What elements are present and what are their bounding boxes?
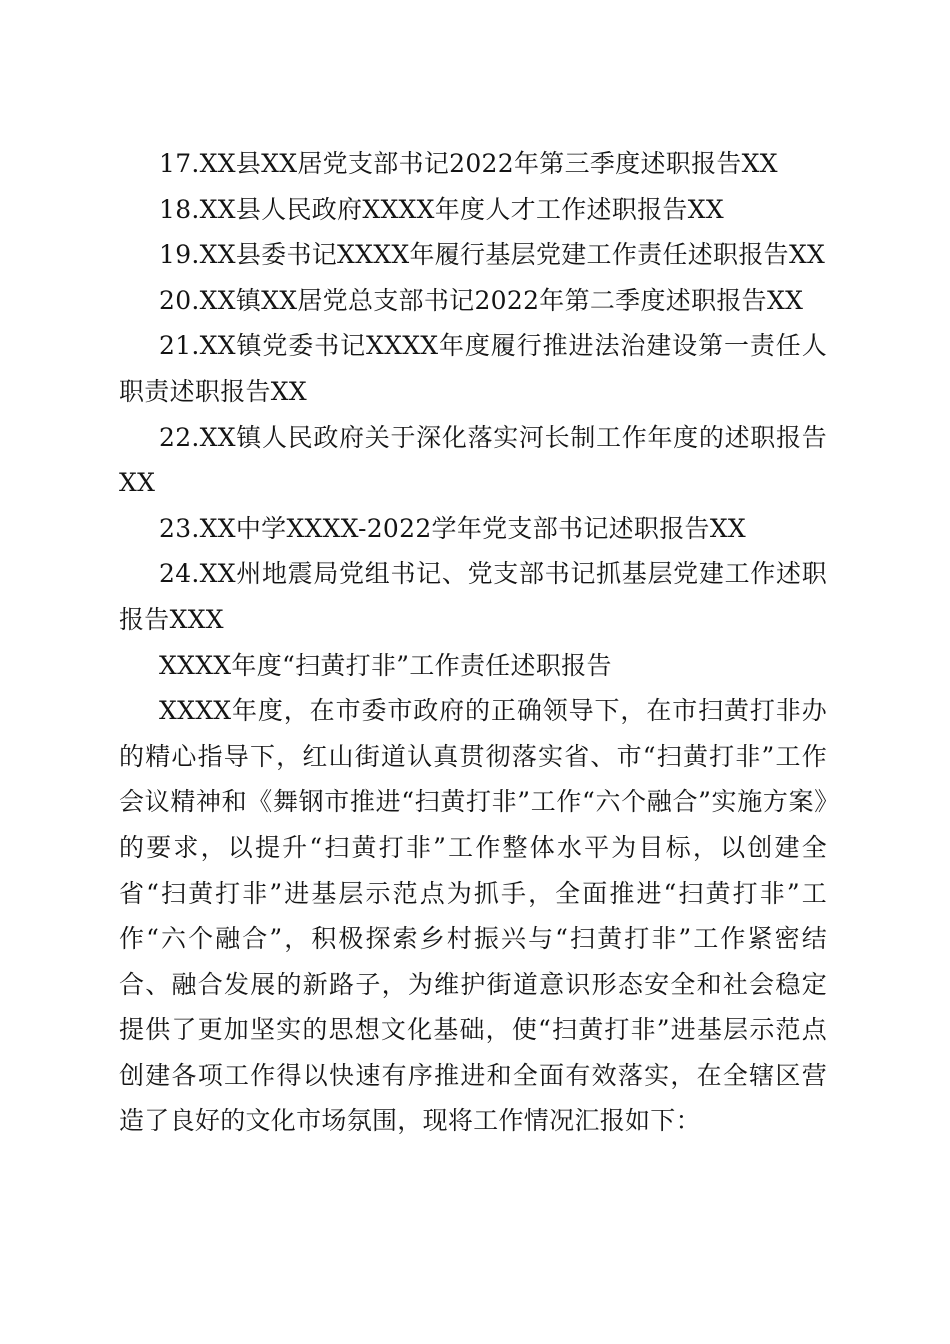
report-body-paragraph: XXXX年度，在市委市政府的正确领导下，在市扫黄打非办的精心指导下，红山街道认真贯彻落实省、市“扫黄打非”工作会议精神和《舞钢市推进“扫黄打非”工作“六个融合”实施方案》的要求，以提升“扫黄打非”工作整体水平为目标，以创建全省“扫黄打非”进基层示范点为抓手，全面推进“扫黄打非”工作“六个融合”，积极探索乡村振兴与“扫黄打非”工作紧密结合、融合发展的新路子，为维护街道意识形态安全和社会稳定提供了更加坚实的思想文化基础，使“扫黄打非”进基层示范点创建各项工作得以快速有序推进和全面有效落实，在全辖区营造了良好的文化市场氛围，现将工作情况汇报如下： bbox=[119, 696, 827, 1136]
list-item-17: 17.XX县XX居党支部书记2022年第三季度述职报告XX bbox=[159, 149, 778, 178]
list-item-18: 18.XX县人民政府XXXX年度人才工作述职报告XX bbox=[159, 194, 724, 224]
list-item-19: 19.XX县委书记XXXX年履行基层党建工作责任述职报告XX bbox=[159, 240, 826, 270]
document-content bbox=[119, 141, 827, 1144]
report-title: XXXX年度“扫黄打非”工作责任述职报告 bbox=[159, 650, 612, 680]
list-item-24: 24.XX州地震局党组书记、党支部书记抓基层党建工作述职报告XXX bbox=[119, 559, 827, 634]
list-item-22: 22.XX镇人民政府关于深化落实河长制工作年度的述职报告XX bbox=[119, 422, 827, 498]
list-item-20: 20.XX镇XX居党总支部书记2022年第二季度述职报告XX bbox=[159, 285, 804, 315]
list-item-23: 23.XX中学XXXX-2022学年党支部书记述职报告XX bbox=[159, 513, 747, 543]
list-item-21: 21.XX镇党委书记XXXX年度履行推进法治建设第一责任人职责述职报告XX bbox=[119, 331, 827, 406]
